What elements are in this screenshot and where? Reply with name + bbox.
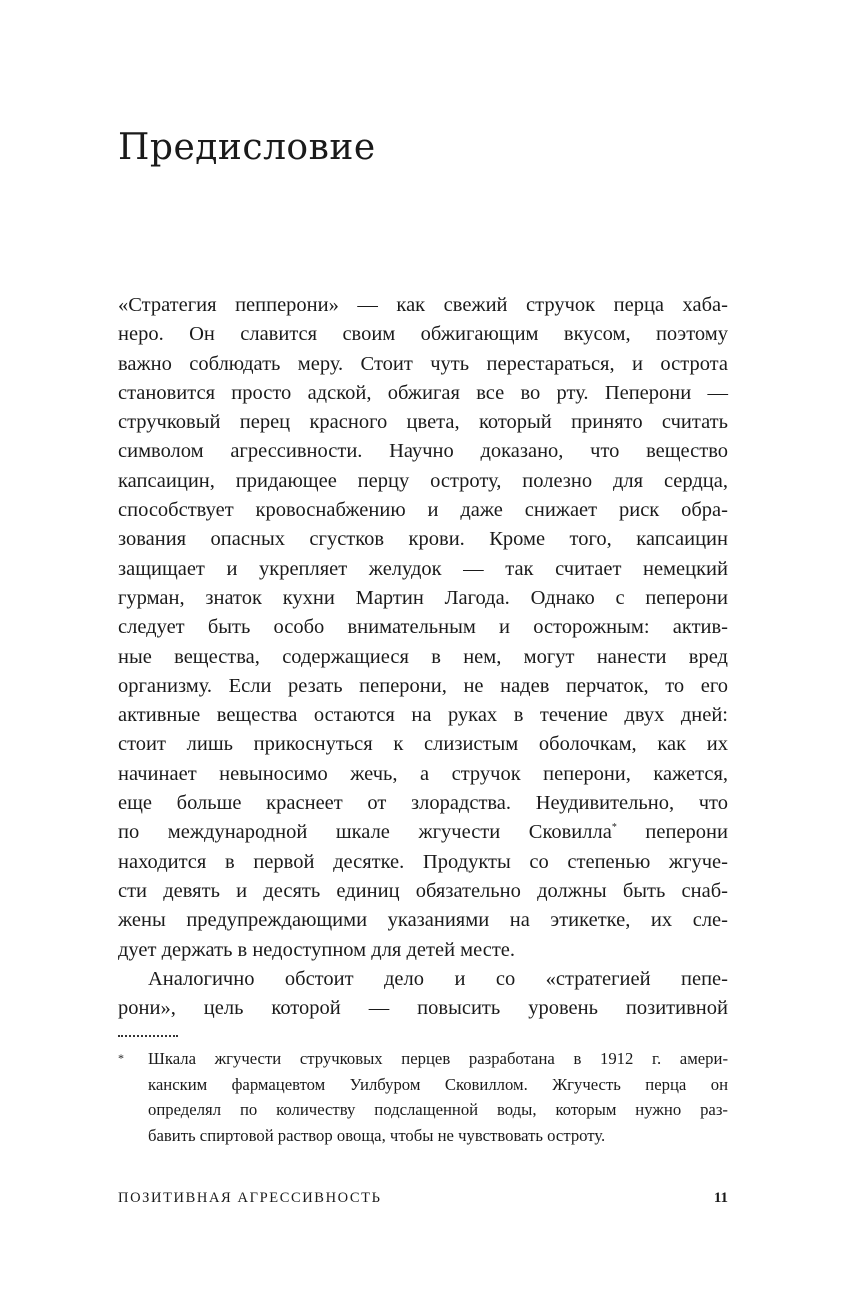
body-line: стоит лишь прикоснуться к слизистым оболочкам, как их [118,733,728,756]
body-line: защищает и укрепляет желудок — так считает немецкий [118,557,728,580]
running-footer-title: ПОЗИТИВНАЯ АГРЕССИВНОСТЬ [118,1190,382,1206]
body-line: гурман, знаток кухни Мартин Лагода. Однако с пеперони [118,586,728,609]
body-line: Аналогично обстоит дело и со «стратегией пепе- [148,967,728,990]
body-line-text: по международной шкале жгучести Сковилла [118,821,612,844]
footnote-line: определял по количеству подслащенной воды, которым нужно раз- [148,1100,728,1119]
body-line: неро. Он славится своим обжигающим вкусом, поэтому [118,323,728,346]
chapter-title: Предисловие [118,127,376,168]
body-line: рони», цель которой — повысить уровень позитивной [118,997,728,1020]
footnote-line: бавить спиртовой раствор овоща, чтобы не чувствовать остроту. [148,1125,606,1145]
body-line: находится в первой десятке. Продукты со степенью жгуче- [118,850,728,873]
body-line: сти девять и десять единиц обязательно должны быть снаб- [118,879,728,902]
body-line: начинает невыносимо жечь, а стручок пеперони, кажется, [118,762,728,785]
body-line: еще больше краснеет от злорадства. Неудивительно, что [118,792,728,815]
body-line: организму. Если резать пеперони, не надев перчаток, то его [118,674,728,697]
footnote-marker: * [118,1051,124,1065]
body-text [118,291,728,1023]
footnote-divider [118,1035,178,1037]
body-line: жены предупреждающими указаниями на этикетке, их сле- [118,909,728,932]
page-number: 11 [713,1190,728,1206]
body-line: становится просто адской, обжигая все во рту. Пеперони — [118,381,728,404]
body-line: ные вещества, содержащиеся в нем, могут нанести вред [118,645,728,668]
body-line-text-tail: пеперони [616,821,728,844]
body-line: способствует кровоснабжению и даже снижает риск обра- [118,499,728,522]
body-line: символом агрессивности. Научно доказано, что вещество [118,440,728,463]
footnote-line: канским фармацевтом Уилбуром Сковиллом. Жгучесть перца он [148,1074,728,1094]
footnote-reference-marker: * [611,822,617,834]
body-line-with-footnote-ref [118,818,728,847]
footnote-line: Шкала жгучести стручковых перцев разработана в 1912 г. амери- [148,1049,728,1068]
body-line: следует быть особо внимательным и осторожным: актив- [118,616,728,639]
body-line: «Стратегия пепперони» — как свежий стручок перца хаба- [118,294,728,316]
body-line: важно соблюдать меру. Стоит чуть перестараться, и острота [118,352,728,375]
body-line: капсаицин, придающее перцу остроту, полезно для сердца, [118,469,728,492]
body-line: активные вещества остаются на руках в течение двух дней: [118,704,728,727]
body-line: зования опасных сгустков крови. Кроме того, капсаицин [118,528,728,551]
body-line: стручковый перец красного цвета, который принято считать [118,411,728,434]
footnote [118,1046,728,1148]
body-line: дует держать в недоступном для детей месте. [118,938,516,961]
